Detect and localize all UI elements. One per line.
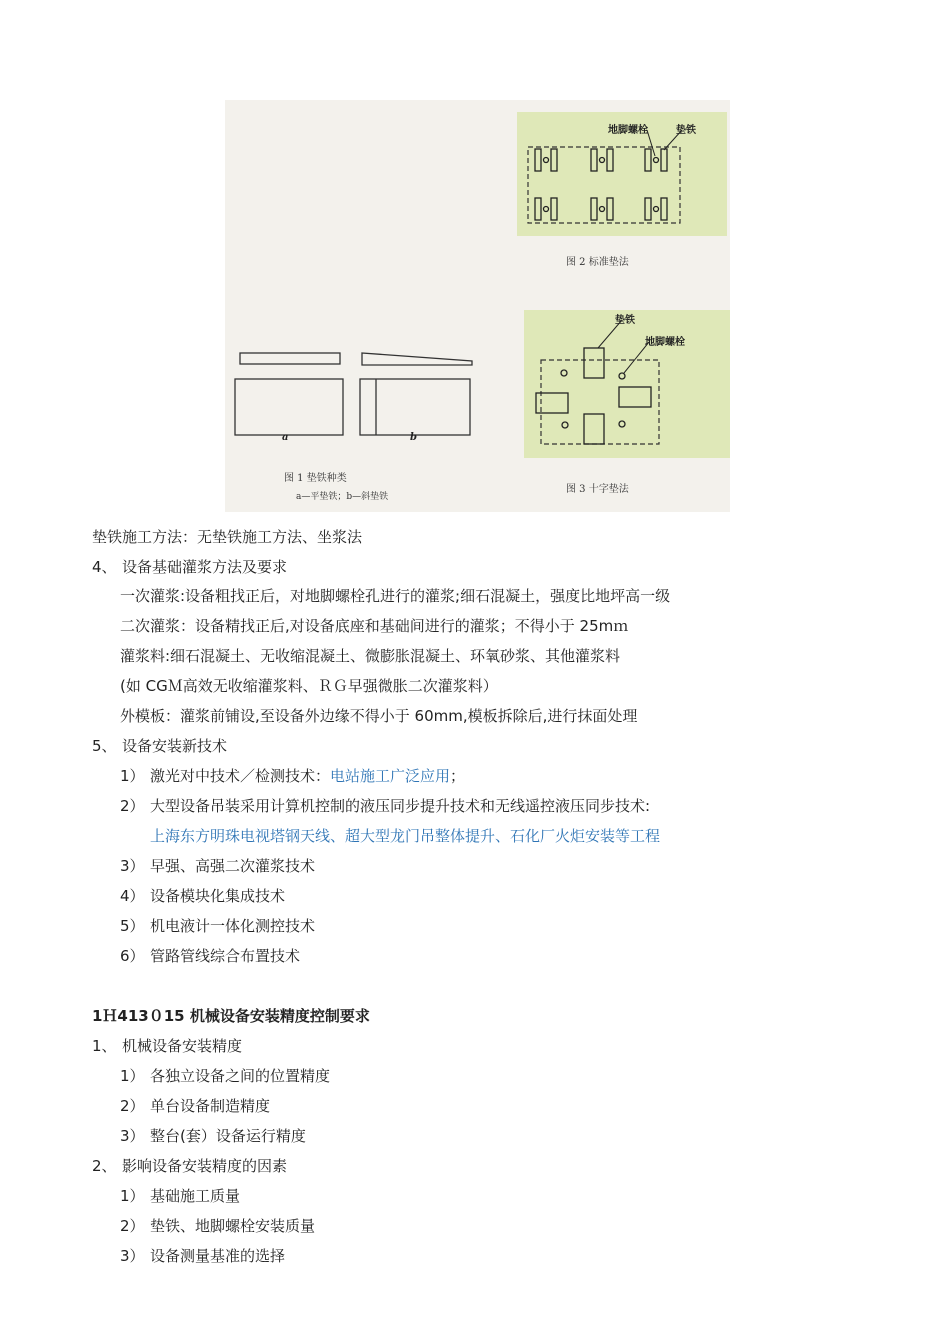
list-number: 1） (120, 1067, 145, 1085)
section-title: 机械设备安装精度 (122, 1037, 243, 1055)
list-number: 6） (120, 947, 145, 965)
list-text: 设备测量基准的选择 (150, 1247, 286, 1265)
section-number: 5、 (92, 737, 117, 755)
list-text: 早强、高强二次灌浆技术 (150, 857, 316, 875)
list-number: 3） (120, 1247, 145, 1265)
list-item (120, 766, 465, 786)
list-item (120, 1126, 306, 1146)
secondary-grouting: 二次灌浆：设备精找正后,对设备底座和基础间进行的灌浆；不得小于 25mｍ (120, 617, 629, 635)
figure-3-label-shim: 垫铁 (615, 315, 635, 326)
list-item (120, 886, 285, 906)
list-item (120, 1186, 240, 1206)
highlight-text: 电站施工广泛应用 (330, 767, 451, 785)
list-text: 整台(套）设备运行精度 (150, 1127, 306, 1145)
figure-1-label-b: b (410, 432, 417, 443)
section-heading: 1Ｈ413０15 机械设备安装精度控制要求 (92, 1007, 370, 1025)
list-text: 机电液计一体化测控技术 (150, 917, 316, 935)
subsection-2-heading (92, 1156, 287, 1176)
highlight-text: 上海东方明珠电视塔钢天线、超大型龙门吊整体提升、石化厂火炬安装等工程 (150, 827, 661, 845)
list-number: 2） (120, 797, 145, 815)
list-number: 3） (120, 1127, 145, 1145)
list-number: 3） (120, 857, 145, 875)
subsection-1-heading (92, 1036, 242, 1056)
figure-1-shim-types (230, 345, 490, 445)
figure-2-caption: 图 2 标准垫法 (566, 257, 629, 268)
list-item (120, 1216, 315, 1236)
list-item (120, 796, 650, 816)
figure-2-label-bolt: 地脚螺栓 (608, 125, 648, 136)
grout-examples: (如 CGＭ高效无收缩灌浆料、ＲＧ早强微胀二次灌浆料） (120, 677, 498, 695)
list-item (120, 916, 315, 936)
list-text-end: ； (450, 767, 466, 785)
section-4-heading (92, 557, 287, 577)
figure-1-caption: 图 1 垫铁种类 (284, 473, 347, 484)
section-title: 设备基础灌浆方法及要求 (122, 558, 288, 576)
list-number: 1） (120, 767, 145, 785)
figure-3-caption: 图 3 十字垫法 (566, 484, 629, 495)
figure-3-label-bolt: 地脚螺栓 (645, 337, 685, 348)
list-item (120, 1096, 270, 1116)
outer-formwork: 外模板：灌浆前铺设,至设备外边缘不得小于 60mm,模板拆除后,进行抹面处理 (120, 707, 638, 725)
figure-1-label-a: a (282, 432, 289, 443)
section-number: 2、 (92, 1157, 117, 1175)
section-title: 影响设备安装精度的因素 (122, 1157, 288, 1175)
list-number: 5） (120, 917, 145, 935)
list-text: 管路管线综合布置技术 (150, 947, 301, 965)
list-text: 激光对中技术／检测技术： (150, 767, 331, 785)
list-text: 大型设备吊装采用计算机控制的液压同步提升技术和无线遥控液压同步技术: (150, 797, 651, 815)
figure-1-subcaption: a—平垫铁；b—斜垫铁 (296, 492, 389, 502)
list-item (120, 856, 315, 876)
list-text: 各独立设备之间的位置精度 (150, 1067, 331, 1085)
figure-2-label-shim: 垫铁 (676, 125, 696, 136)
list-text: 基础施工质量 (150, 1187, 241, 1205)
section-number: 4、 (92, 558, 117, 576)
primary-grouting: 一次灌浆:设备粗找正后，对地脚螺栓孔进行的灌浆;细石混凝土，强度比地坪高一级 (120, 587, 671, 605)
list-number: 4） (120, 887, 145, 905)
list-item (120, 946, 300, 966)
list-number: 2） (120, 1097, 145, 1115)
grout-materials: 灌浆料:细石混凝土、无收缩混凝土、微膨胀混凝土、环氧砂浆、其他灌浆料 (120, 647, 621, 665)
section-number: 1、 (92, 1037, 117, 1055)
section-5-heading (92, 736, 227, 756)
shim-method-line: 垫铁施工方法：无垫铁施工方法、坐浆法 (92, 528, 363, 546)
list-item (120, 1246, 285, 1266)
list-number: 1） (120, 1187, 145, 1205)
section-title: 设备安装新技术 (122, 737, 228, 755)
list-item (120, 1066, 330, 1086)
figure-3-cross-layout (524, 310, 730, 458)
list-text: 垫铁、地脚螺栓安装质量 (150, 1217, 316, 1235)
list-text: 设备模块化集成技术 (150, 887, 286, 905)
list-text: 单台设备制造精度 (150, 1097, 271, 1115)
list-number: 2） (120, 1217, 145, 1235)
